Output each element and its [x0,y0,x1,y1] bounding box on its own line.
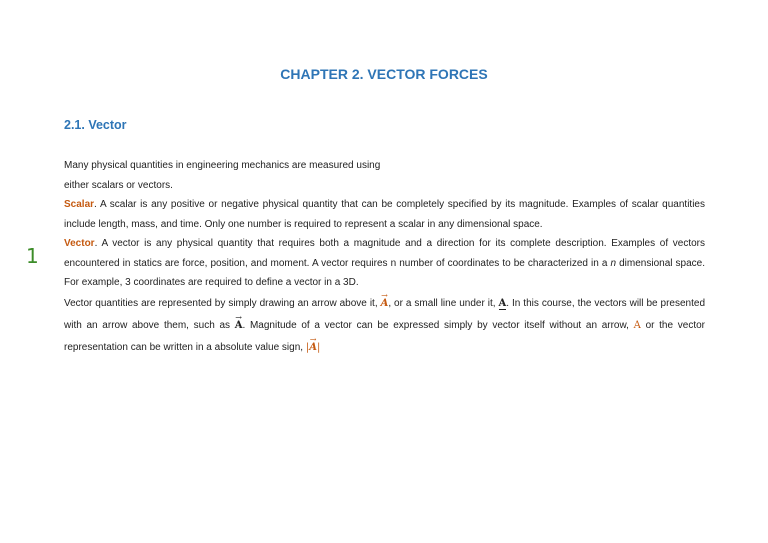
body-text [64,156,705,359]
vector-arrow-symbol-black: → A [235,321,243,331]
vector-definition-a: . A vector is any physical quantity that requires both a magnitude and a direction for its complete description. Examples of vectors encountered in statics are force, position, and moment. A vector requires n number of coordinates to be characterized in a [64,238,705,269]
representation-part-2: , or a small line under it, [388,297,499,309]
representation-part-1: Vector quantities are represented by simply drawing an arrow above it, [64,297,381,309]
intro-line-2: either scalars or vectors. [64,179,173,191]
vector-definition-b: dimensional space. For example, 3 coordinates are required to define a vector in a 3D. [64,257,705,288]
vector-paragraph [64,234,705,293]
representation-paragraph [64,293,705,359]
magnitude-symbol: A [633,319,641,331]
intro-line-1: Many physical quantities in engineering mechanics are measured using [64,160,381,171]
representation-part-5: or the vector representation can be written in a absolute value sign, [64,319,705,353]
abs-bar-left: | [305,341,310,353]
scalar-paragraph [64,195,705,234]
vector-arrow-symbol-orange: → A [381,299,389,309]
chapter-title: CHAPTER 2. VECTOR FORCES [280,66,488,82]
section-title: 2.1. Vector [64,118,127,132]
scalar-term: Scalar [64,199,95,210]
vector-dimension-n: n [610,257,617,269]
scalar-definition: . A scalar is any positive or negative physical quantity that can be completely specified by its magnitude. Examples of scalar quantities include length, mass, and time. Only one number is required to represent a scalar in any dimensional space. [64,199,705,230]
representation-part-3: . In this course, the vectors will be presented with an arrow above them, such as [64,297,706,331]
page-number: 1 [26,244,39,268]
vector-underline-symbol: A [498,297,507,309]
representation-part-4: . Magnitude of a vector can be expressed simply by vector itself without an arrow, [242,319,634,331]
abs-bar-right: | [316,341,321,353]
vector-term: Vector [64,238,95,249]
abs-vector-symbol: → A [309,343,317,353]
